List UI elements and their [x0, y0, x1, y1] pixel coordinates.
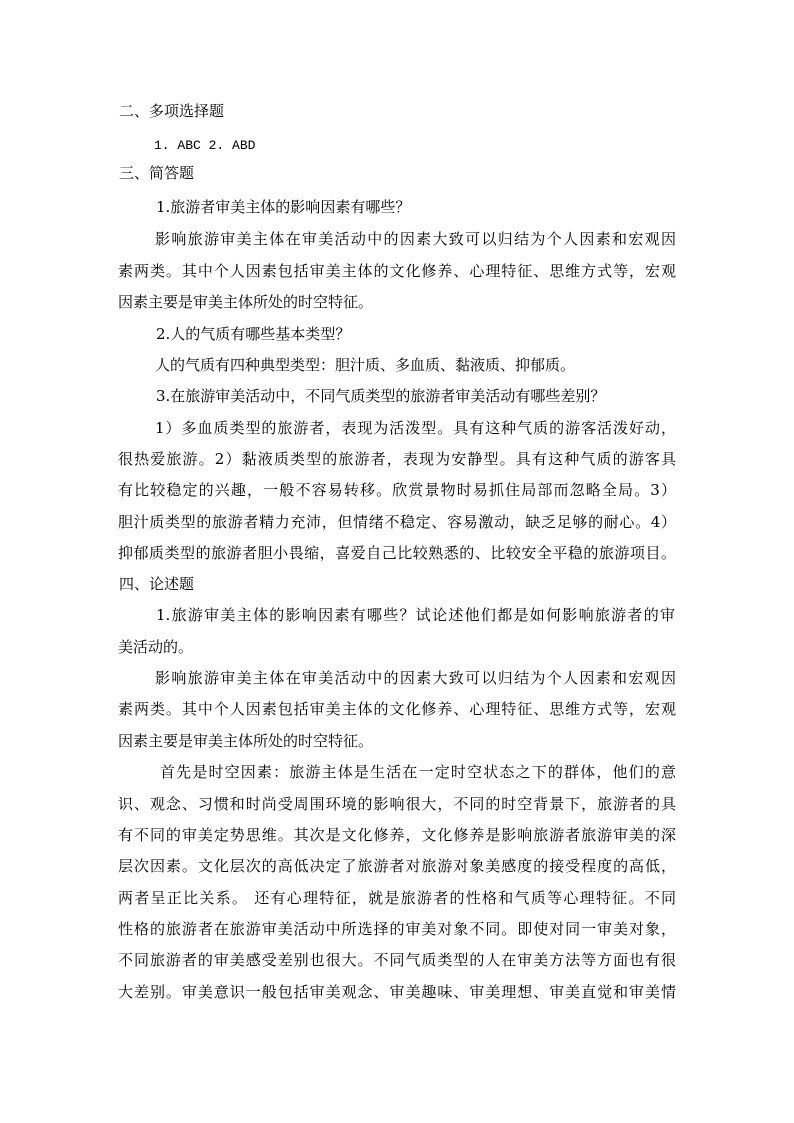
section3-answer-1-line: 因素主要是审美主体所处的时空特征。 — [118, 293, 374, 311]
section3-answer-3-line: 很热爱旅游。2）黏液质类型的旅游者，表现为安静型。具有这种气质的游客具 — [118, 450, 676, 468]
section4-question-1-line: 美活动的。 — [118, 638, 194, 656]
section3-heading: 三、简答题 — [119, 164, 195, 182]
section3-answer-2: 人的气质有四种典型类型：胆汁质、多血质、黏液质、抑郁质。 — [155, 356, 576, 374]
section3-question-2: 2.人的气质有哪些基本类型？ — [156, 325, 351, 343]
section4-answer-2-line: 大差别。审美意识一般包括审美观念、审美趣味、审美理想、审美直觉和审美情 — [118, 983, 676, 1001]
section4-question-1-line: 1.旅游审美主体的影响因素有哪些？试论述他们都是如何影响旅游者的审 — [156, 606, 675, 624]
section3-answer-3-line: 1）多血质类型的旅游者，表现为活泼型。具有这种气质的游客活泼好动， — [155, 419, 676, 437]
section3-question-1: 1.旅游者审美主体的影响因素有哪些？ — [156, 198, 411, 216]
section4-answer-2-line: 两者呈正比关系。 还有心理特征，就是旅游者的性格和气质等心理特征。不同 — [118, 889, 676, 907]
section3-answer-3-line: 有比较稳定的兴趣，一般不容易转移。欣赏景物时易抓住局部而忽略全局。3） — [118, 481, 676, 499]
section4-answer-2-line: 不同旅游者的审美感受差别也很大。不同气质类型的人在审美方法等方面也有很 — [118, 951, 676, 969]
section3-answer-1-line: 素两类。其中个人因素包括审美主体的文化修养、心理特征、思维方式等，宏观 — [118, 262, 676, 280]
section3-answer-1-line: 影响旅游审美主体在审美活动中的因素大致可以归结为个人因素和宏观因 — [155, 230, 676, 248]
section3-question-3: 3.在旅游审美活动中，不同气质类型的旅游者审美活动有哪些差别？ — [156, 387, 606, 405]
section4-heading: 四、论述题 — [119, 575, 195, 593]
section4-answer-2-line: 性格的旅游者在旅游审美活动中所选择的审美对象不同。即使对同一审美对象， — [118, 920, 676, 938]
section2-heading: 二、多项选择题 — [119, 102, 225, 120]
section4-answer-2-line: 首先是时空因素：旅游主体是生活在一定时空状态之下的群体，他们的意 — [160, 763, 676, 781]
section4-answer-1-line: 素两类。其中个人因素包括审美主体的文化修养、心理特征、思维方式等，宏观 — [118, 700, 676, 718]
section4-answer-1-line: 因素主要是审美主体所处的时空特征。 — [118, 732, 374, 750]
section4-answer-2-line: 识、观念、习惯和时尚受周围环境的影响很大，不同的时空背景下，旅游者的具 — [118, 795, 676, 813]
section4-answer-2-line: 有不同的审美定势思维。其次是文化修养，文化修养是影响旅游者旅游审美的深 — [118, 826, 676, 844]
section2-answers: 1. ABC 2. ABD — [154, 138, 256, 153]
section4-answer-1-line: 影响旅游审美主体在审美活动中的因素大致可以归结为个人因素和宏观因 — [155, 669, 676, 687]
section3-answer-3-line: 抑郁质类型的旅游者胆小畏缩，喜爱自己比较熟悉的、比较安全平稳的旅游项目。 — [118, 544, 676, 562]
section3-answer-3-line: 胆汁质类型的旅游者精力充沛，但情绪不稳定、容易激动，缺乏足够的耐心。4） — [118, 513, 676, 531]
section4-answer-2-line: 层次因素。文化层次的高低决定了旅游者对旅游对象美感度的接受程度的高低， — [118, 857, 676, 875]
